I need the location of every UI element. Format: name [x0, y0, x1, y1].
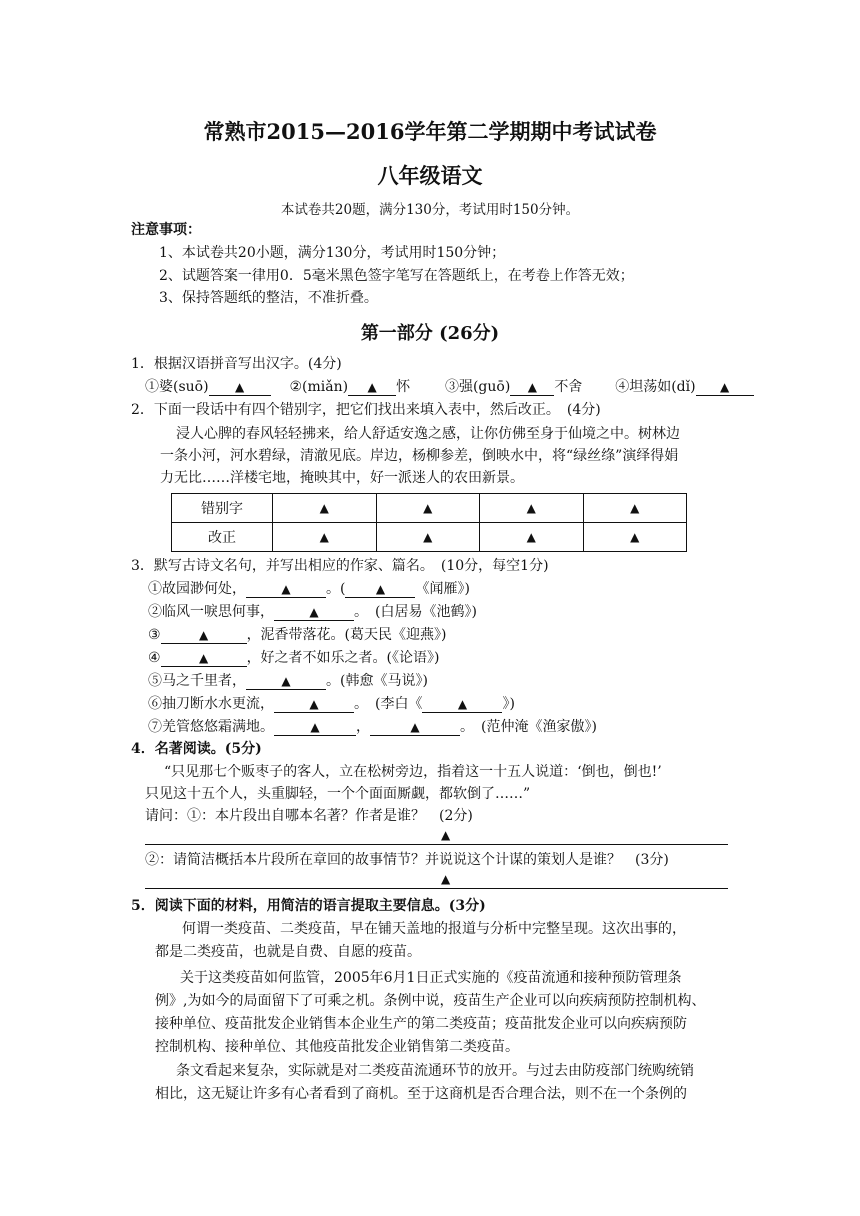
triangle-icon: ▲ — [319, 530, 329, 544]
answer-cell[interactable] — [376, 523, 480, 552]
q3-line-2 — [148, 602, 477, 622]
passage-line: 关于这类疫苗如何监管，2005年6月1日正式实施的《疫苗流通和接种预防管理条 — [180, 970, 682, 986]
q3-text: ①故园渺何处， — [148, 581, 246, 597]
answer-blank[interactable] — [274, 696, 354, 713]
table-header-cell: 改正 — [172, 523, 273, 552]
notes-heading: 注意事项： — [131, 222, 201, 238]
answer-cell[interactable] — [583, 523, 687, 552]
q3-text: ，泥香带落花。(葛天民《迎燕》) — [246, 627, 447, 643]
triangle-icon: ▲ — [423, 501, 433, 515]
answer-blank[interactable] — [274, 719, 356, 736]
table-row — [172, 523, 687, 552]
passage-line: 浸人心脾的春风轻轻拂来，给人舒适安逸之感，让你仿佛至身于仙境之中。树林边 — [176, 426, 680, 442]
question-2-stem: 2．下面一段话中有四个错别字，把它们找出来填入表中，然后改正。 (4分) — [131, 402, 601, 418]
triangle-icon: ▲ — [719, 380, 730, 394]
passage-line: 接种单位、疫苗批发企业销售本企业生产的第二类疫苗；疫苗批发企业可以向疾病预防 — [155, 1016, 687, 1032]
question-4-stem: 4．名著阅读。(5分) — [131, 741, 262, 757]
q1-item: ②(miǎn) — [289, 379, 349, 395]
question-1-stem: 1．根据汉语拼音写出汉字。(4分) — [131, 356, 342, 372]
answer-line[interactable] — [145, 888, 728, 889]
passage-line: 只见这十五个人，头重脚轻，一个个面面厮觑，都软倒了……” — [145, 786, 531, 802]
q1-item: ④坦荡如(dǐ) — [615, 379, 696, 395]
passage-line: 控制机构、接种单位、其他疫苗批发企业销售第二类疫苗。 — [155, 1039, 519, 1055]
q3-text: ⑤马之千里者， — [148, 673, 246, 689]
triangle-icon: ▲ — [319, 501, 329, 515]
triangle-icon: ▲ — [375, 582, 386, 596]
passage-line: 一条小河，河水碧绿，清澈见底。岸边，杨柳参差，倒映水中，将“绿丝绦”演绎得娟 — [160, 448, 679, 464]
triangle-icon: ▲ — [281, 582, 291, 596]
answer-cell[interactable] — [273, 523, 377, 552]
q3-text: 》) — [502, 696, 515, 712]
table-row — [172, 494, 687, 523]
answer-blank[interactable] — [696, 379, 754, 396]
answer-blank[interactable] — [161, 650, 247, 667]
passage-line: 何谓一类疫苗、二类疫苗，早在铺天盖地的报道与分析中完整呈现。这次出事的， — [182, 921, 686, 937]
answer-blank[interactable] — [209, 379, 271, 396]
q4-question-b: ②：请简洁概括本片段所在章回的故事情节？并说说这个计谋的策划人是谁？ (3分) — [145, 852, 669, 868]
exam-subtitle: 八年级语文 — [377, 163, 483, 188]
answer-cell[interactable] — [583, 494, 687, 523]
q3-text: ⑦羌管悠悠霜满地。 — [148, 719, 274, 735]
triangle-icon: ▲ — [457, 697, 468, 711]
triangle-icon: ▲ — [527, 380, 537, 394]
q3-text: 。 (李白《 — [354, 696, 423, 712]
q1-item-suffix: 不舍 — [554, 379, 583, 395]
q3-line-4 — [148, 648, 440, 668]
triangle-icon: ▲ — [198, 628, 209, 642]
q3-text: ③ — [148, 627, 161, 643]
q3-text: 。 (范仲淹《渔家傲》) — [460, 719, 597, 735]
triangle-icon: ▲ — [423, 530, 433, 544]
q3-text: ④ — [148, 650, 161, 666]
q3-line-1 — [148, 579, 470, 599]
triangle-icon: ▲ — [630, 501, 640, 515]
typo-table — [171, 493, 687, 552]
q3-text: ⑥抽刀断水水更流， — [148, 696, 274, 712]
answer-blank[interactable] — [370, 719, 460, 736]
answer-blank[interactable] — [274, 604, 354, 621]
passage-line: 力无比……洋楼宅地，掩映其中，好一派迷人的农田新景。 — [160, 470, 524, 486]
q3-text: 《闻雁》) — [415, 581, 470, 597]
triangle-icon: ▲ — [310, 720, 320, 734]
q3-line-7 — [148, 717, 597, 737]
triangle-icon: ▲ — [630, 530, 640, 544]
notes-item: 2、试题答案一律用0．5毫米黑色签字笔写在答题纸上，在考卷上作答无效； — [159, 268, 634, 284]
triangle-icon: ▲ — [309, 605, 319, 619]
exam-intro: 本试卷共20题，满分130分，考试用时150分钟。 — [280, 202, 580, 218]
q1-item: ①婆(suō) — [145, 379, 209, 395]
passage-line: “只见那七个贩枣子的客人，立在松树旁边，指着这一十五人说道：‘倒也，倒也!’ — [164, 764, 662, 780]
triangle-icon: ▲ — [441, 872, 451, 886]
answer-blank[interactable] — [348, 379, 396, 396]
triangle-icon: ▲ — [526, 501, 536, 515]
q3-text: 。( — [326, 581, 346, 597]
notes-item: 1、本试卷共20小题，满分130分，考试用时150分钟； — [159, 245, 506, 261]
q3-line-3 — [148, 625, 447, 645]
passage-line: 都是二类疫苗，也就是自费、自愿的疫苗。 — [155, 944, 421, 960]
answer-blank[interactable] — [345, 581, 415, 598]
triangle-icon: ▲ — [441, 828, 451, 842]
triangle-icon: ▲ — [309, 697, 319, 711]
passage-line: 例》,为如今的局面留下了可乘之机。条例中说，疫苗生产企业可以向疾病预防控制机构、 — [155, 993, 706, 1009]
question-1-items — [145, 377, 754, 397]
q3-line-5 — [148, 671, 428, 691]
exam-title: 常熟市2015—2016学年第二学期期中考试试卷 — [203, 119, 657, 144]
triangle-icon: ▲ — [526, 530, 536, 544]
q3-line-6 — [148, 694, 515, 714]
answer-blank[interactable] — [246, 673, 326, 690]
triangle-icon: ▲ — [281, 674, 291, 688]
part-heading: 第一部分 (26分) — [360, 323, 500, 344]
q3-text: 。(韩愈《马说》) — [326, 673, 428, 689]
notes-item: 3、保持答题纸的整洁，不准折叠。 — [159, 290, 378, 306]
answer-cell[interactable] — [480, 494, 584, 523]
question-3-stem: 3．默写古诗文名句，并写出相应的作家、篇名。 (10分，每空1分) — [131, 558, 549, 574]
answer-blank[interactable] — [246, 581, 326, 598]
triangle-icon: ▲ — [234, 380, 245, 394]
q1-item-suffix: 怀 — [396, 379, 411, 395]
q3-text: ， — [356, 719, 370, 735]
passage-line: 条文看起来复杂，实际就是对二类疫苗流通环节的放开。与过去由防疫部门统购统销 — [176, 1063, 694, 1079]
q3-text: ②临风一唳思何事， — [148, 604, 274, 620]
answer-cell[interactable] — [273, 494, 377, 523]
answer-blank[interactable] — [161, 627, 247, 644]
answer-line[interactable] — [145, 844, 728, 845]
triangle-icon: ▲ — [198, 651, 209, 665]
q3-text: 。 (白居易《池鹤》) — [354, 604, 477, 620]
answer-blank[interactable] — [510, 379, 554, 396]
passage-line: 相比，这无疑让许多有心者看到了商机。至于这商机是否合理合法，则不在一个条例的 — [155, 1086, 687, 1102]
answer-blank[interactable] — [422, 696, 502, 713]
answer-cell[interactable] — [376, 494, 480, 523]
q4-question-a: 请问：①：本片段出自哪本名著？作者是谁？ (2分) — [145, 808, 473, 824]
q1-item: ③强(guō) — [444, 379, 511, 395]
q3-text: ，好之者不如乐之者。(《论语》) — [246, 650, 440, 666]
triangle-icon: ▲ — [367, 380, 377, 394]
answer-cell[interactable] — [480, 523, 584, 552]
triangle-icon: ▲ — [410, 720, 420, 734]
table-header-cell: 错别字 — [172, 494, 273, 523]
question-5-stem: 5．阅读下面的材料，用简洁的语言提取主要信息。(3分) — [131, 898, 486, 914]
